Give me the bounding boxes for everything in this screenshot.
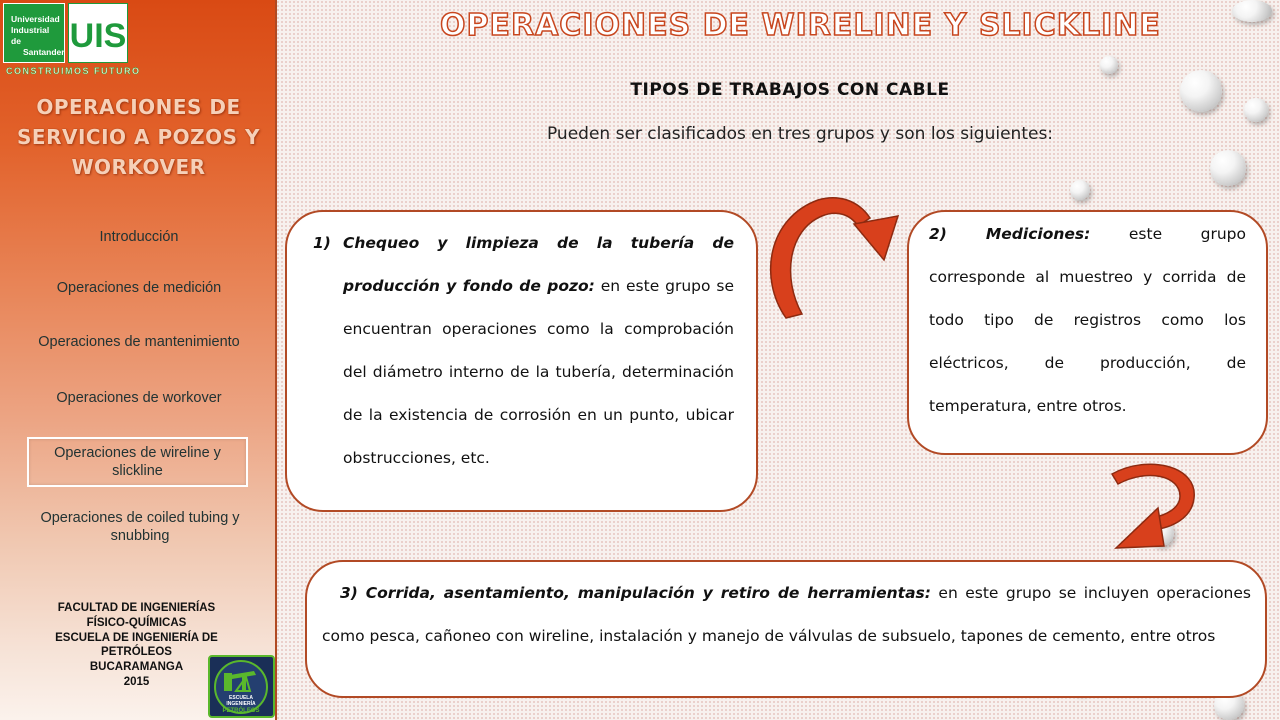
group-lead: Chequeo y limpieza de la tubería de producción y fondo de pozo: — [343, 234, 734, 295]
course-title-line: SERVICIO A POZOS Y — [17, 125, 260, 149]
course-title-line: WORKOVER — [71, 155, 206, 179]
petroleum-school-logo — [208, 655, 275, 718]
tagline: CONSTRUIMOS FUTURO — [6, 66, 141, 76]
group-number: 1) — [313, 234, 331, 252]
group-lead: 3) Corrida, asentamiento, manipulación y retiro de herramientas: — [340, 584, 931, 602]
logo-line: Universidad — [11, 14, 60, 24]
group-text: en este grupo se encuentran operaciones como la comprobación del diámetro interno de la tubería, determinación de la existencia de corrosión en un punto, ubicar obstrucciones, etc. — [343, 277, 734, 467]
school-logo-line: PETRÓLEOS — [222, 708, 260, 714]
footer-line: FACULTAD DE INGENIERÍAS — [57, 602, 216, 614]
nav-item-wireline-slickline[interactable] — [27, 437, 248, 487]
footer-line: BUCARAMANGA — [89, 661, 184, 674]
footer-line: PETRÓLEOS — [101, 646, 172, 659]
page-title: OPERACIONES DE WIRELINE Y SLICKLINE — [440, 8, 1161, 43]
group-paragraph — [322, 572, 1251, 658]
group-3-box — [305, 560, 1267, 698]
group-lead: 2) Mediciones: — [929, 225, 1091, 243]
decorative-bubble — [1210, 150, 1246, 186]
decorative-bubble — [1244, 98, 1268, 122]
decorative-bubble — [1232, 0, 1272, 22]
uis-mark-logo — [68, 3, 128, 63]
group-text: este grupo corresponde al muestreo y corrida de todo tipo de registros como los eléctricos, de producción, de temperatura, entre otros. — [929, 225, 1246, 415]
pump-jack-icon — [210, 657, 273, 716]
sidebar — [0, 0, 277, 720]
curved-arrow-icon — [758, 188, 908, 323]
nav-item-workover[interactable]: Operaciones de workover — [56, 390, 222, 406]
course-title — [0, 92, 277, 182]
decorative-bubble — [1180, 70, 1222, 112]
section-subtitle: TIPOS DE TRABAJOS CON CABLE — [630, 80, 950, 100]
footer-line: FÍSICO-QUÍMICAS — [86, 616, 187, 629]
school-logo-line: INGENIERÍA — [226, 701, 256, 707]
nav-item-coiled-tubing[interactable]: Operaciones de coiled tubing y snubbing — [40, 510, 240, 544]
logo-line: Santander — [23, 47, 65, 57]
group-1-box — [285, 210, 758, 512]
nav-item-label: Operaciones de wireline y slickline — [54, 445, 221, 479]
uis-mark-text: UIS — [69, 17, 127, 55]
curved-arrow-icon — [1108, 458, 1208, 563]
uis-logo — [3, 3, 65, 63]
nav-item-introduccion[interactable]: Introducción — [99, 229, 179, 245]
logo-line: Industrial de — [11, 25, 50, 46]
group-text: en este grupo se incluyen operaciones como pesca, cañoneo con wireline, instalación y manejo de válvulas de subsuelo, tapones de cemento, entre otros — [322, 584, 1251, 645]
nav-item-mantenimiento[interactable]: Operaciones de mantenimiento — [38, 334, 240, 350]
course-title-line: OPERACIONES DE — [36, 95, 241, 119]
decorative-bubble — [1070, 180, 1090, 200]
group-2-box — [907, 210, 1268, 455]
nav-item-medicion[interactable]: Operaciones de medición — [56, 280, 222, 296]
intro-text: Pueden ser clasificados en tres grupos y son los siguientes: — [546, 124, 1054, 144]
footer-line: ESCUELA DE INGENIERÍA DE — [55, 631, 218, 644]
uis-mark-icon — [69, 7, 127, 59]
school-logo-line: ESCUELA — [229, 695, 253, 701]
decorative-bubble — [1100, 56, 1118, 74]
footer-line: 2015 — [123, 675, 150, 688]
